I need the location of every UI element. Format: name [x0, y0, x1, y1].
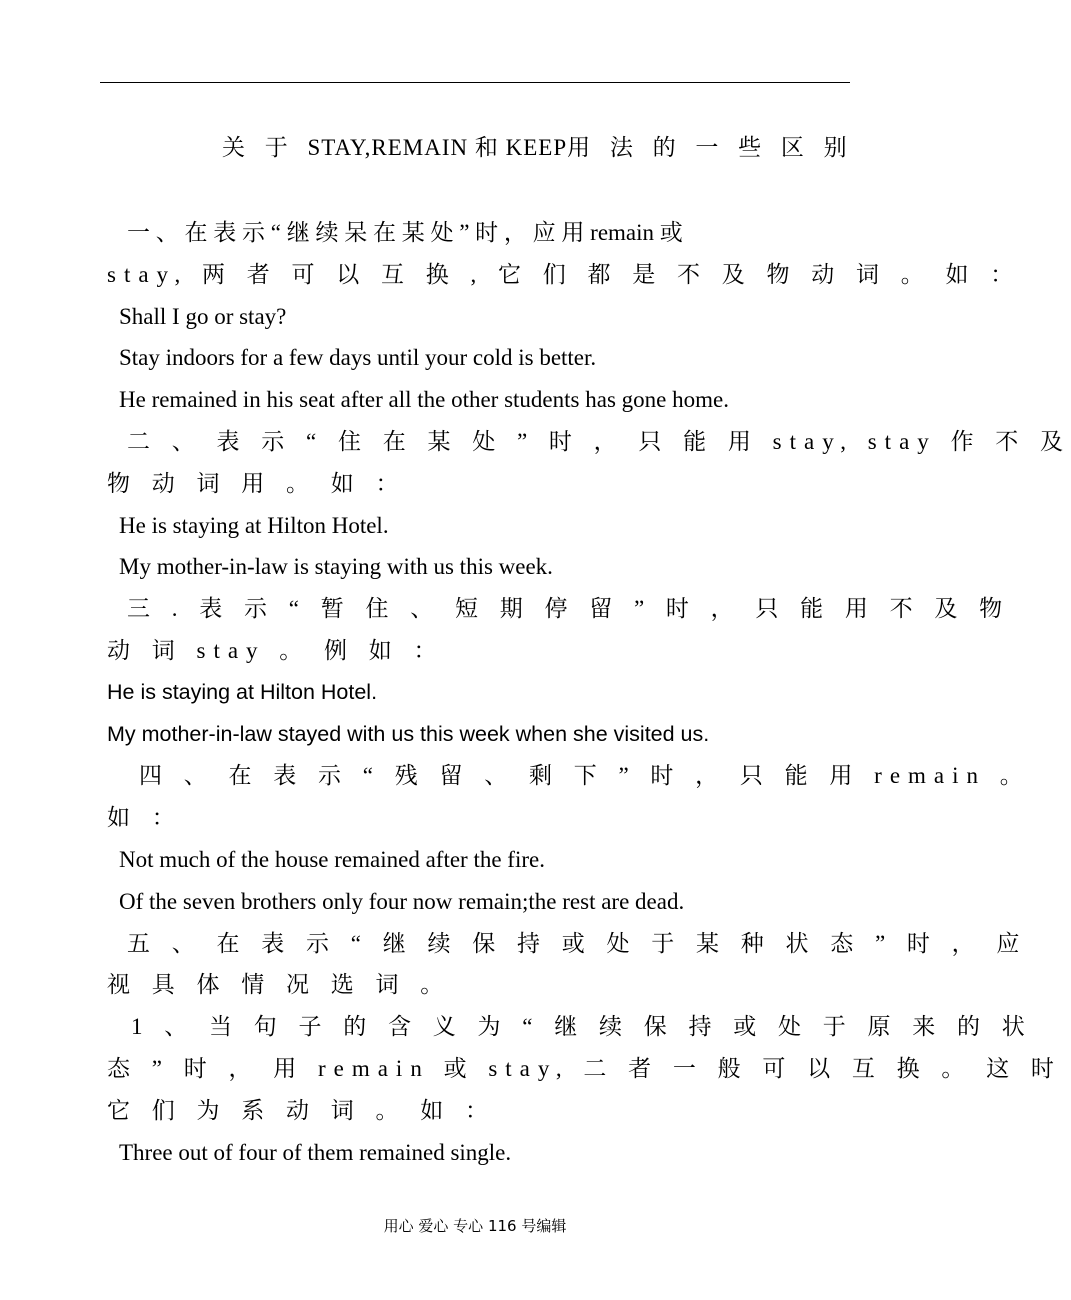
- example-sentence: Three out of four of them remained single.: [119, 1139, 512, 1165]
- subsection-1-heading-cont: 态 ” 时 ， 用 remain 或 stay, 二 者 一 般 可 以 互 换 。 这 时: [107, 1055, 1062, 1081]
- section-2-heading-cont: 物 动 词 用 。 如 ：: [107, 470, 407, 496]
- section-2-heading: 二 、 表 示 “ 住 在 某 处 ” 时 ， 只 能 用 stay, stay 作 不 及: [127, 428, 1071, 454]
- subsection-1-heading-cont: 它 们 为 系 动 词 。 如 ：: [107, 1097, 496, 1123]
- section-5-heading-cont: 视 具 体 情 况 选 词 。: [107, 972, 452, 998]
- header-rule: [100, 82, 850, 83]
- example-sentence: Stay indoors for a few days until your cold is better.: [119, 345, 597, 371]
- example-sentence: My mother-in-law stayed with us this week when she visited us.: [107, 721, 710, 746]
- example-sentence: My mother-in-law is staying with us this week.: [119, 554, 553, 580]
- section-1-heading-cont: stay, 两 者 可 以 互 换 , 它 们 都 是 不 及 物 动 词 。 如 ：: [107, 261, 1022, 287]
- section-4-heading-cont: 如 ：: [107, 805, 183, 831]
- title-prefix: 关 于: [222, 135, 308, 160]
- title-mid: STAY,REMAIN 和 KEEP: [307, 135, 568, 160]
- example-sentence: He is staying at Hilton Hotel.: [119, 512, 389, 538]
- section-5-heading: 五 、 在 表 示 “ 继 续 保 持 或 处 于 某 种 状 态 ” 时 ， 应: [127, 930, 1028, 956]
- section-3-heading: 三 . 表 示 “ 暂 住 、 短 期 停 留 ” 时 ， 只 能 用 不 及 物: [127, 596, 1011, 622]
- example-sentence: He remained in his seat after all the other students has gone home.: [119, 387, 729, 413]
- example-sentence: Of the seven brothers only four now remain;the rest are dead.: [119, 888, 685, 914]
- example-sentence: Not much of the house remained after the fire.: [119, 846, 545, 872]
- example-sentence: He is staying at Hilton Hotel.: [107, 679, 378, 704]
- section-1-heading: 一 、 在 表 示 “ 继 续 呆 在 某 处 ” 时 ， 应 用 remain 或: [127, 220, 683, 245]
- example-sentence: Shall I go or stay?: [119, 303, 287, 329]
- section-4-heading: 四 、 在 表 示 “ 残 留 、 剩 下 ” 时 ， 只 能 用 remain 。: [139, 763, 1031, 789]
- title-suffix: 用 法 的 一 些 区 别: [567, 135, 854, 160]
- section-3-heading-cont: 动 词 stay 。 例 如 ：: [107, 637, 445, 663]
- document-body: [107, 212, 1071, 1173]
- subsection-1-heading: 1 、 当 句 子 的 含 义 为 “ 继 续 保 持 或 处 于 原 来 的 状: [131, 1014, 1033, 1040]
- page-footer: 用心 爱心 专心 116 号编辑: [383, 1217, 567, 1235]
- document-title: [222, 130, 854, 166]
